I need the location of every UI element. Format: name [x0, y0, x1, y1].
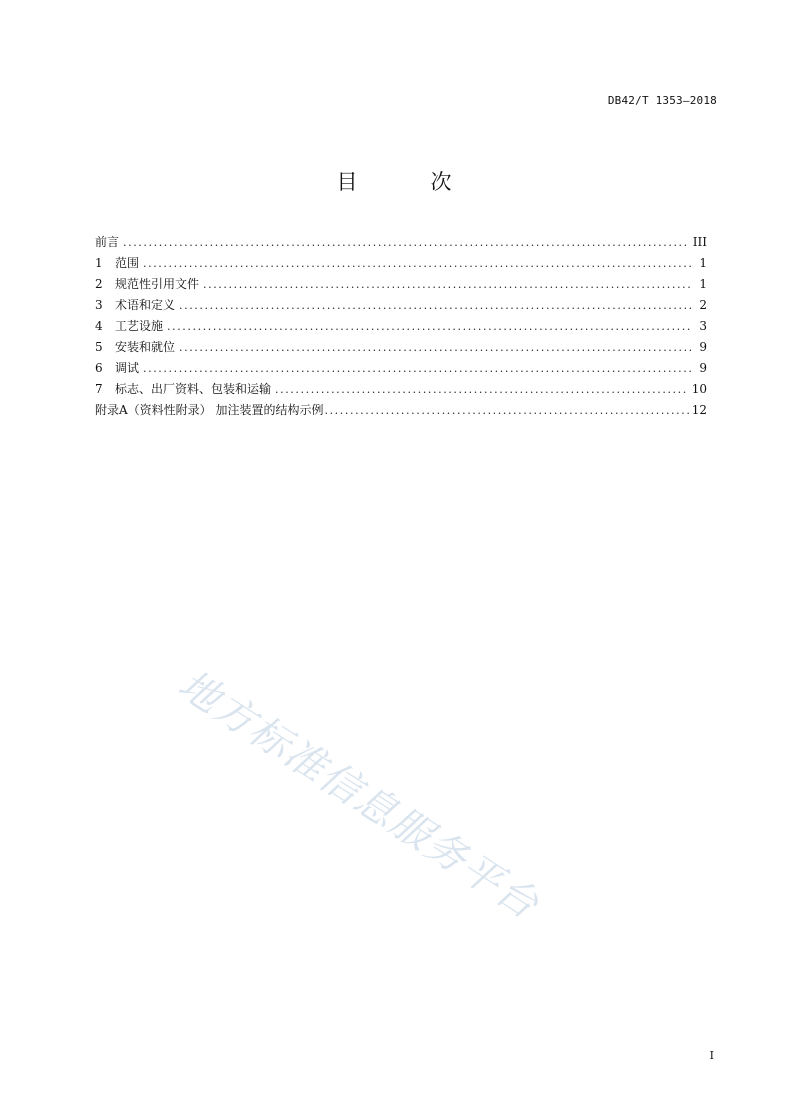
- standard-code: DB42/T 1353—2018: [607, 94, 717, 107]
- toc-entry-label: 范围: [115, 256, 140, 270]
- toc-entry-page: 9: [699, 340, 707, 354]
- toc-entry-number: 2: [95, 277, 103, 291]
- toc-entry-number: 4: [95, 319, 103, 333]
- watermark: 地方标准信息服务平台: [170, 661, 548, 929]
- toc-entry-foreword[interactable]: [95, 232, 707, 253]
- toc-entry-page: 10: [691, 382, 707, 396]
- toc-entry-commissioning[interactable]: [95, 358, 707, 379]
- toc-entry-page: III: [692, 235, 707, 249]
- toc-leader-dots: [179, 337, 691, 358]
- toc-leader-dots: [179, 295, 691, 316]
- toc-entry-label: 工艺设施: [115, 319, 164, 333]
- page-number: I: [709, 1049, 714, 1062]
- toc-entry-appendix-a[interactable]: [95, 400, 707, 421]
- toc-entry-process-facilities[interactable]: [95, 316, 707, 337]
- toc-leader-dots: [275, 379, 688, 400]
- toc-entry-normative-references[interactable]: [95, 274, 707, 295]
- toc-entry-number: 7: [95, 382, 103, 396]
- toc-leader-dots: [324, 400, 690, 421]
- toc-entry-label: 前言: [95, 235, 120, 249]
- toc-entry-page: 1: [699, 277, 707, 291]
- toc-entry-page: 3: [699, 319, 707, 333]
- toc-entry-page: 9: [699, 361, 707, 375]
- toc-entry-label: 安装和就位: [115, 340, 176, 354]
- toc-entry-installation[interactable]: [95, 337, 707, 358]
- page-title: 目 次: [336, 170, 478, 194]
- toc-entry-label: 术语和定义: [115, 298, 176, 312]
- toc-entry-number: 5: [95, 340, 103, 354]
- toc-entry-number: 3: [95, 298, 103, 312]
- toc-entry-label: 规范性引用文件: [115, 277, 200, 291]
- toc-entry-page: 12: [691, 403, 707, 417]
- toc-entry-scope[interactable]: [95, 253, 707, 274]
- toc-entry-marking-packaging[interactable]: [95, 379, 707, 400]
- toc-entry-label: 标志、出厂资料、包装和运输: [115, 382, 272, 396]
- toc-entry-page: 1: [699, 256, 707, 270]
- toc-entry-terms-definitions[interactable]: [95, 295, 707, 316]
- toc-entry-number: 6: [95, 361, 103, 375]
- toc-leader-dots: [203, 274, 691, 295]
- toc-leader-dots: [123, 232, 689, 253]
- toc-entry-label: 附录A（资料性附录） 加注装置的结构示例: [95, 403, 324, 417]
- toc-leader-dots: [143, 358, 691, 379]
- toc-leader-dots: [167, 316, 691, 337]
- toc-entry-page: 2: [699, 298, 707, 312]
- toc-leader-dots: [143, 253, 691, 274]
- toc-entry-number: 1: [95, 256, 103, 270]
- toc-entry-label: 调试: [115, 361, 140, 375]
- table-of-contents: [95, 232, 707, 421]
